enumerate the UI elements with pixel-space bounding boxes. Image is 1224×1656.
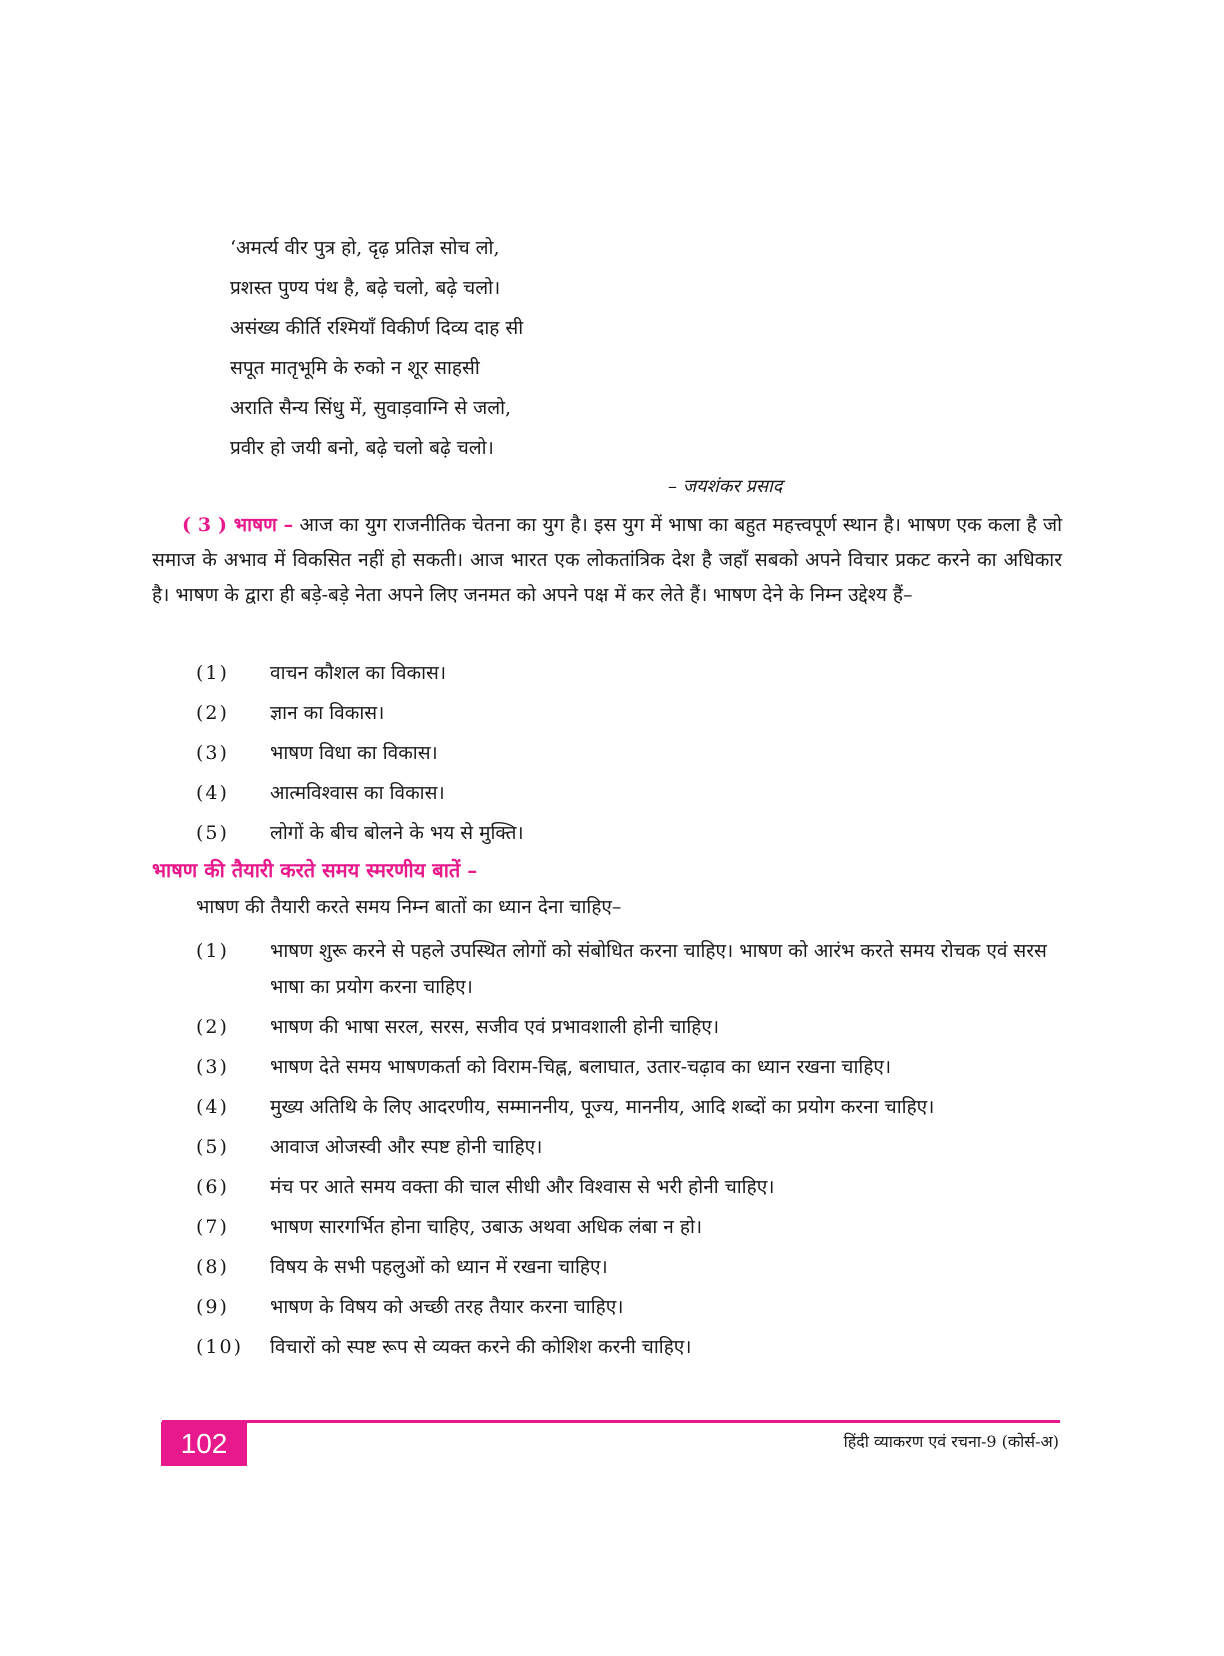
list-item (196, 695, 1060, 731)
page-number: 102 (161, 1422, 247, 1466)
list-text: लोगों के बीच बोलने के भय से मुक्ति। (270, 822, 524, 844)
list-item (196, 775, 1060, 811)
list-number: (1) (196, 662, 229, 684)
list-text: विचारों को स्पष्ट रूप से व्यक्त करने की कोशिश करनी चाहिए। (270, 1336, 692, 1358)
list-item (196, 1049, 1060, 1085)
list-number: (2) (196, 1016, 229, 1038)
preparation-intro: भाषण की तैयारी करते समय निम्न बातों का ध्यान देना चाहिए– (196, 896, 622, 918)
list-item (196, 735, 1060, 771)
list-number: (10) (196, 1336, 244, 1358)
list-text: ज्ञान का विकास। (270, 702, 385, 724)
list-item (196, 1129, 1060, 1165)
list-text: आत्मविश्वास का विकास। (270, 782, 445, 804)
list-number: (9) (196, 1296, 229, 1318)
list-item (196, 933, 1060, 1005)
list-number: (2) (196, 702, 229, 724)
list-text: भाषण सारगर्भित होना चाहिए, उबाऊ अथवा अधिक लंबा न हो। (270, 1216, 703, 1238)
list-item (196, 655, 1060, 691)
footer-rule (162, 1420, 1060, 1423)
list-item (196, 815, 1060, 851)
poem-line: प्रवीर हो जयी बनो, बढ़े चलो बढ़े चलो। (230, 437, 494, 459)
list-number: (4) (196, 782, 229, 804)
list-number: (4) (196, 1096, 229, 1118)
list-text: भाषण के विषय को अच्छी तरह तैयार करना चाहिए। (270, 1296, 624, 1318)
poem-line: अराति सैन्य सिंधु में, सुवाड़वाग्नि से जलो, (230, 397, 512, 419)
poem-line: असंख्य कीर्ति रश्मियाँ विकीर्ण दिव्य दाह सी (230, 317, 524, 339)
list-text: भाषण देते समय भाषणकर्ता को विराम-चिह्न, बलाघात, उतार-चढ़ाव का ध्यान रखना चाहिए। (270, 1056, 892, 1078)
list-number: (6) (196, 1176, 229, 1198)
book-title: हिंदी व्याकरण एवं रचना-9 (कोर्स-अ) (843, 1432, 1059, 1451)
list-item (196, 1249, 1060, 1285)
poem-author: – जयशंकर प्रसाद (668, 476, 783, 497)
list-text: वाचन कौशल का विकास। (270, 662, 447, 684)
list-number: (8) (196, 1256, 229, 1278)
list-text: आवाज ओजस्वी और स्पष्ट होनी चाहिए। (270, 1136, 543, 1158)
section-paragraph (152, 508, 1062, 613)
list-number: (5) (196, 822, 229, 844)
list-item (196, 1169, 1060, 1205)
preparation-list (196, 933, 1060, 1369)
poem-line: ‘अमर्त्य वीर पुत्र हो, दृढ़ प्रतिज्ञ सोच लो, (230, 237, 500, 259)
list-item (196, 1089, 1060, 1125)
list-text: भाषण विधा का विकास। (270, 742, 438, 764)
list-text: भाषण की भाषा सरल, सरस, सजीव एवं प्रभावशाली होनी चाहिए। (270, 1016, 720, 1038)
section-body: आज का युग राजनीतिक चेतना का युग है। इस युग में भाषा का बहुत महत्त्वपूर्ण स्थान है। भाषण एक कला है जो समाज के अभाव में विकसित नहीं हो सकती। आज भारत एक लोकतांत्रिक देश है जहाँ सबको अपने विचार प्रकट करने का अधिकार है। भाषण के द्वारा ही बड़े-बड़े नेता अपने लिए जनमत को अपने पक्ष में कर लेते हैं। भाषण देने के निम्न उद्देश्य हैं– (152, 514, 1062, 606)
list-number: (5) (196, 1136, 229, 1158)
list-item (196, 1009, 1060, 1045)
objectives-list (196, 655, 1060, 855)
list-item (196, 1289, 1060, 1325)
list-text: मंच पर आते समय वक्ता की चाल सीधी और विश्वास से भरी होनी चाहिए। (270, 1176, 775, 1198)
poem-line: सपूत मातृभूमि के रुको न शूर साहसी (230, 357, 480, 379)
poem (230, 228, 523, 468)
list-item (196, 1209, 1060, 1245)
preparation-heading: भाषण की तैयारी करते समय स्मरणीय बातें – (152, 858, 478, 882)
list-number: (3) (196, 1056, 229, 1078)
list-item (196, 1329, 1060, 1365)
poem-line: प्रशस्त पुण्य पंथ है, बढ़े चलो, बढ़े चलो। (230, 277, 501, 299)
list-number: (1) (196, 940, 229, 962)
list-text: भाषण शुरू करने से पहले उपस्थित लोगों को संबोधित करना चाहिए। भाषण को आरंभ करते समय रोचक एवं सरस भाषा का प्रयोग करना चाहिए। (270, 940, 1047, 998)
list-number: (7) (196, 1216, 229, 1238)
list-number: (3) (196, 742, 229, 764)
list-text: मुख्य अतिथि के लिए आदरणीय, सम्माननीय, पूज्य, माननीय, आदि शब्दों का प्रयोग करना चाहिए। (270, 1096, 935, 1118)
list-text: विषय के सभी पहलुओं को ध्यान में रखना चाहिए। (270, 1256, 608, 1278)
section-heading: ( 3 ) भाषण – (182, 514, 294, 536)
